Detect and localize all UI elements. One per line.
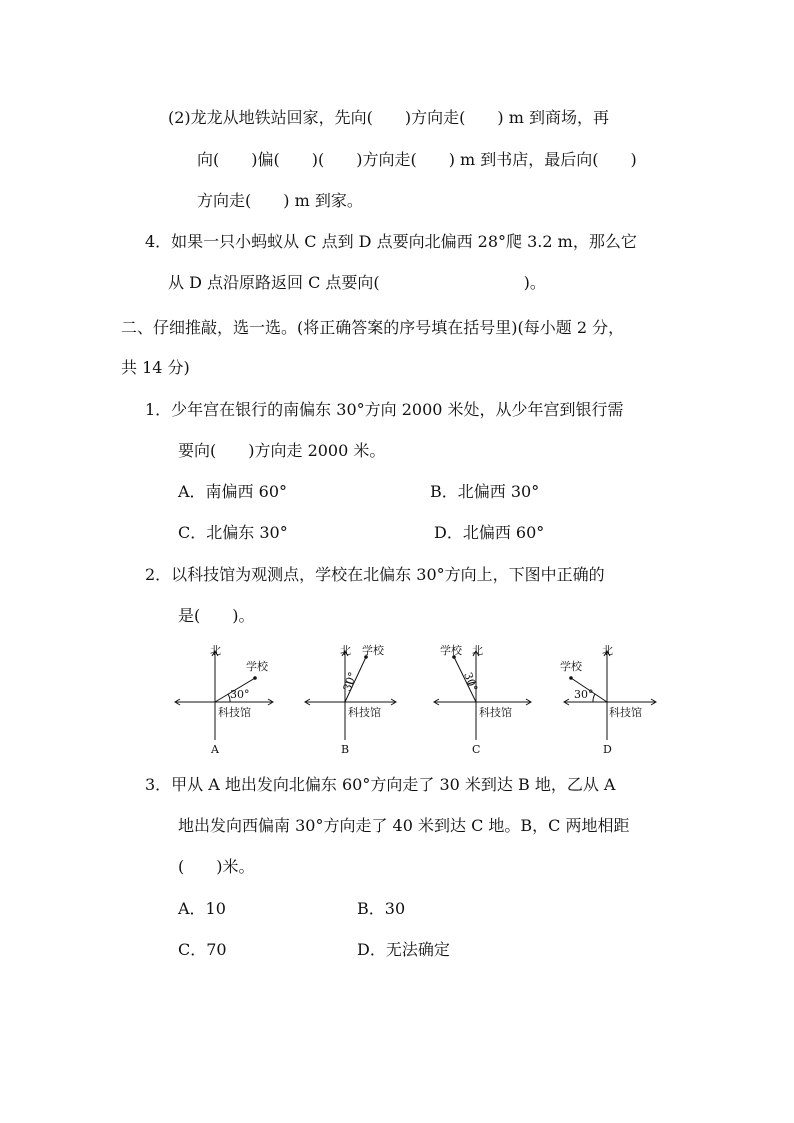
- angle-label: 30°: [340, 670, 360, 694]
- angle-label: 30°: [461, 670, 481, 694]
- diagram-d: [560, 640, 670, 759]
- north-label: 北: [602, 644, 613, 657]
- option-letter: B: [341, 743, 350, 756]
- mc-3-option-c: C．70: [178, 940, 227, 959]
- diagram-b: [300, 640, 410, 759]
- q3-part2-line3: 方向走( ) m 到家。: [197, 191, 363, 210]
- section-2-heading: 二、仔细推敲，选一选。(将正确答案的序号填在括号里)(每小题 2 分，: [121, 318, 625, 337]
- section-2-heading-cont: 共 14 分): [121, 358, 190, 377]
- center-label: 科技馆: [348, 706, 381, 719]
- q3-part2-line2: 向( )偏( )( )方向走( ) m 到书店，最后向( ): [197, 150, 637, 169]
- mc-1-option-d: D．北偏西 60°: [434, 523, 545, 542]
- school-label: 学校: [362, 644, 384, 657]
- mc-1-option-a: A．南偏西 60°: [178, 482, 288, 501]
- center-label: 科技馆: [479, 706, 512, 719]
- question-4-line1: 4．如果一只小蚂蚁从 C 点到 D 点要向北偏西 28°爬 3.2 m，那么它: [145, 232, 637, 251]
- mc-3-option-a: A．10: [178, 899, 226, 918]
- mc-3-line1: 3．甲从 A 地出发向北偏东 60°方向走了 30 米到达 B 地，乙从 A: [145, 775, 616, 794]
- north-label: 北: [340, 644, 351, 657]
- mc-3-option-d: D．无法确定: [357, 940, 450, 959]
- option-letter: C: [472, 743, 481, 756]
- q3-part2-line1: (2)龙龙从地铁站回家，先向( )方向走( ) m 到商场，再: [168, 108, 609, 127]
- mc-3-option-b: B．30: [357, 899, 406, 918]
- school-point: [569, 676, 573, 680]
- option-letter: D: [603, 743, 612, 756]
- diagram-a: [170, 640, 280, 759]
- north-label: 北: [472, 644, 483, 657]
- question-4-line2: 从 D 点沿原路返回 C 点要向( )。: [168, 273, 546, 292]
- mc-2-line1: 2．以科技馆为观测点，学校在北偏东 30°方向上，下图中正确的: [145, 565, 605, 584]
- diagram-c: [430, 640, 540, 759]
- mc-1-option-b: B．北偏西 30°: [430, 482, 540, 501]
- school-label: 学校: [440, 644, 462, 657]
- mc-2-line2: 是( )。: [178, 606, 255, 625]
- option-letter: A: [211, 743, 219, 756]
- angle-label: 30°: [574, 688, 594, 701]
- north-label: 北: [210, 644, 221, 657]
- school-point: [253, 676, 257, 680]
- angle-label: 30°: [230, 688, 250, 701]
- school-label: 学校: [246, 660, 268, 673]
- mc-3-line2: 地出发向西偏南 30°方向走了 40 米到达 C 地。B，C 两地相距: [178, 816, 630, 835]
- center-label: 科技馆: [609, 706, 642, 719]
- center-label: 科技馆: [218, 706, 251, 719]
- mc-1-line1: 1．少年宫在银行的南偏东 30°方向 2000 米处，从少年宫到银行需: [145, 400, 624, 419]
- mc-1-line2: 要向( )方向走 2000 米。: [178, 441, 386, 460]
- mc-1-option-c: C．北偏东 30°: [178, 523, 288, 542]
- school-label: 学校: [560, 660, 582, 673]
- mc-3-line3: ( )米。: [178, 857, 255, 876]
